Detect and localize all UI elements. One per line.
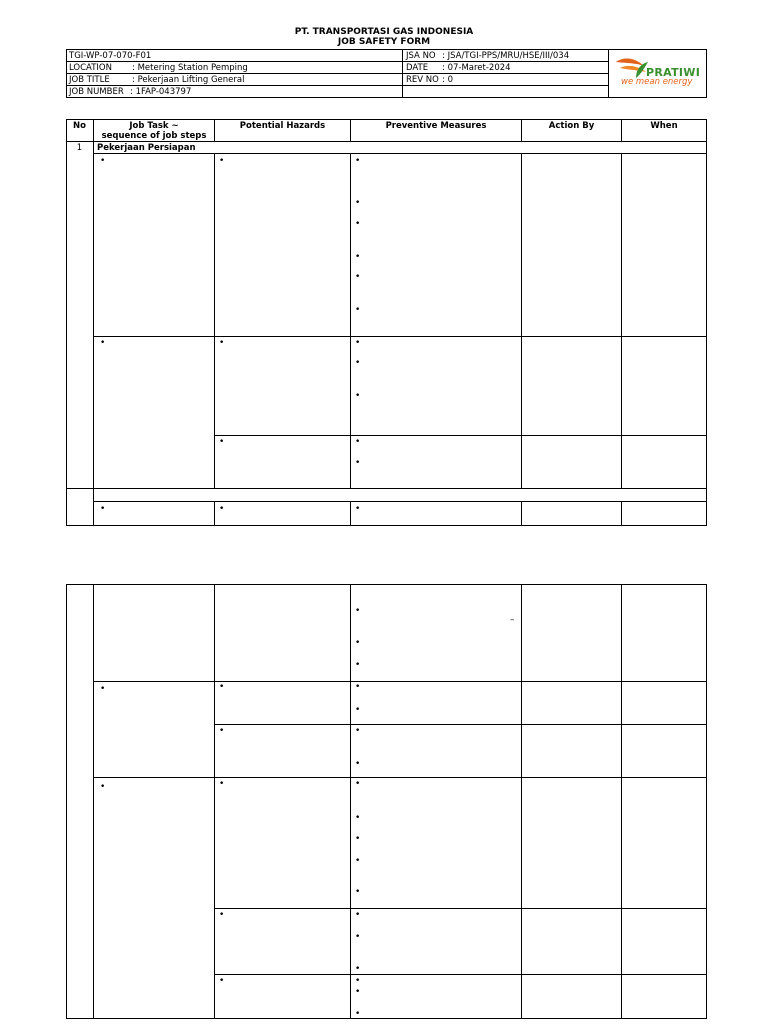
bullet-mark: • xyxy=(355,705,361,715)
header-task-line1: Job Task ~ xyxy=(129,121,179,131)
bullet-mark: • xyxy=(355,458,361,468)
bullet-mark: • xyxy=(219,338,225,348)
grid-line xyxy=(350,153,351,489)
location-label: LOCATION xyxy=(69,63,112,73)
job-number-label: JOB NUMBER xyxy=(69,87,124,97)
bullet-mark: • xyxy=(100,156,106,166)
grid-line xyxy=(350,501,351,526)
section-title: Pekerjaan Persiapan xyxy=(97,143,196,153)
info-line xyxy=(402,49,403,98)
job-title-value: : Pekerjaan Lifting General xyxy=(132,75,245,85)
info-line xyxy=(66,97,707,98)
info-line xyxy=(66,49,67,98)
bullet-mark: • xyxy=(355,638,361,648)
info-line xyxy=(66,73,608,74)
grid-line xyxy=(93,119,94,526)
header-when: When xyxy=(650,121,678,131)
header-task-line2: sequence of job steps xyxy=(101,131,207,141)
bullet-mark: • xyxy=(219,682,225,692)
bullet-mark: • xyxy=(219,437,225,447)
header-action-by: Action By xyxy=(548,121,595,131)
grid-line xyxy=(214,584,215,1019)
grid-line xyxy=(93,681,707,682)
jsa-no-label: JSA NO xyxy=(406,51,436,61)
grid-line xyxy=(214,724,707,725)
bullet-mark: • xyxy=(355,856,361,866)
bullet-mark: • xyxy=(355,252,361,262)
bullet-mark: • xyxy=(355,437,361,447)
grid-line xyxy=(621,501,622,526)
grid-line xyxy=(93,153,707,154)
bullet-mark: • xyxy=(355,964,361,974)
grid-line xyxy=(621,153,622,489)
grid-line xyxy=(66,525,707,526)
bullet-mark: • xyxy=(219,910,225,920)
header-hazards: Potential Hazards xyxy=(239,121,326,131)
bullet-mark: • xyxy=(355,660,361,670)
grid-line xyxy=(66,584,67,1019)
company-title: PT. TRANSPORTASI GAS INDONESIA xyxy=(294,27,474,37)
dash-mark: – xyxy=(510,615,515,625)
bullet-mark: • xyxy=(355,887,361,897)
bullet-mark: • xyxy=(355,305,361,315)
grid-line xyxy=(66,141,707,142)
bullet-mark: • xyxy=(355,834,361,844)
location-value: : Metering Station Pemping xyxy=(132,63,248,73)
bullet-mark: • xyxy=(355,358,361,368)
grid-line xyxy=(66,119,707,120)
bullet-mark: • xyxy=(355,779,361,789)
section-number: 1 xyxy=(76,143,83,153)
grid-line xyxy=(706,584,707,1019)
bullet-mark: • xyxy=(355,606,361,616)
bullet-mark: • xyxy=(219,976,225,986)
grid-line xyxy=(93,501,707,502)
grid-line xyxy=(93,777,707,778)
bullet-mark: • xyxy=(355,198,361,208)
bullet-mark: • xyxy=(355,272,361,282)
grid-line xyxy=(214,435,707,436)
grid-line xyxy=(214,153,215,489)
bullet-mark: • xyxy=(355,910,361,920)
bullet-mark: • xyxy=(355,504,361,514)
info-line xyxy=(608,49,609,98)
bullet-mark: • xyxy=(355,156,361,166)
grid-line xyxy=(66,119,67,526)
bullet-mark: • xyxy=(355,987,361,997)
job-number-value: : 1FAP-043797 xyxy=(130,87,192,97)
date-label: DATE xyxy=(406,63,429,73)
grid-line xyxy=(350,584,351,1019)
grid-line xyxy=(521,584,522,1019)
bullet-mark: • xyxy=(355,813,361,823)
grid-line xyxy=(214,974,707,975)
grid-line xyxy=(706,119,707,526)
info-line xyxy=(66,61,608,62)
bullet-mark: • xyxy=(100,684,106,694)
logo-tagline: we mean energy xyxy=(621,77,693,87)
grid-line xyxy=(521,153,522,489)
bullet-mark: • xyxy=(355,932,361,942)
bullet-mark: • xyxy=(100,504,106,514)
header-no: No xyxy=(73,121,86,131)
job-title-label: JOB TITLE xyxy=(69,75,110,85)
grid-line xyxy=(214,501,215,526)
bullet-mark: • xyxy=(219,726,225,736)
bullet-mark: • xyxy=(355,338,361,348)
rev-no-label: REV NO xyxy=(406,75,439,85)
bullet-mark: • xyxy=(219,504,225,514)
bullet-mark: • xyxy=(355,219,361,229)
bullet-mark: • xyxy=(355,759,361,769)
bullet-mark: • xyxy=(355,1009,361,1019)
grid-line xyxy=(66,584,707,585)
grid-line xyxy=(214,908,707,909)
info-line xyxy=(66,85,608,86)
logo-brand: PRATIWI xyxy=(646,66,701,79)
grid-line xyxy=(93,336,707,337)
bullet-mark: • xyxy=(219,156,225,166)
grid-line xyxy=(93,584,94,1019)
bullet-mark: • xyxy=(219,779,225,789)
info-line xyxy=(706,49,707,98)
bullet-mark: • xyxy=(355,726,361,736)
bullet-mark: • xyxy=(100,782,106,792)
rev-no-value: : 0 xyxy=(442,75,453,85)
date-value: : 07-Maret-2024 xyxy=(442,63,511,73)
grid-line xyxy=(521,501,522,526)
grid-line xyxy=(66,1018,707,1019)
bullet-mark: • xyxy=(355,682,361,692)
info-line xyxy=(66,49,707,50)
doc-code: TGI-WP-07-070-F01 xyxy=(69,51,152,61)
form-title: JOB SAFETY FORM xyxy=(337,37,431,47)
grid-line xyxy=(621,584,622,1019)
header-measures: Preventive Measures xyxy=(385,121,487,131)
jsa-no-value: : JSA/TGI-PPS/MRU/HSE/III/034 xyxy=(442,51,570,61)
bullet-mark: • xyxy=(100,338,106,348)
grid-line xyxy=(66,488,707,489)
bullet-mark: • xyxy=(355,976,361,986)
bullet-mark: • xyxy=(355,391,361,401)
